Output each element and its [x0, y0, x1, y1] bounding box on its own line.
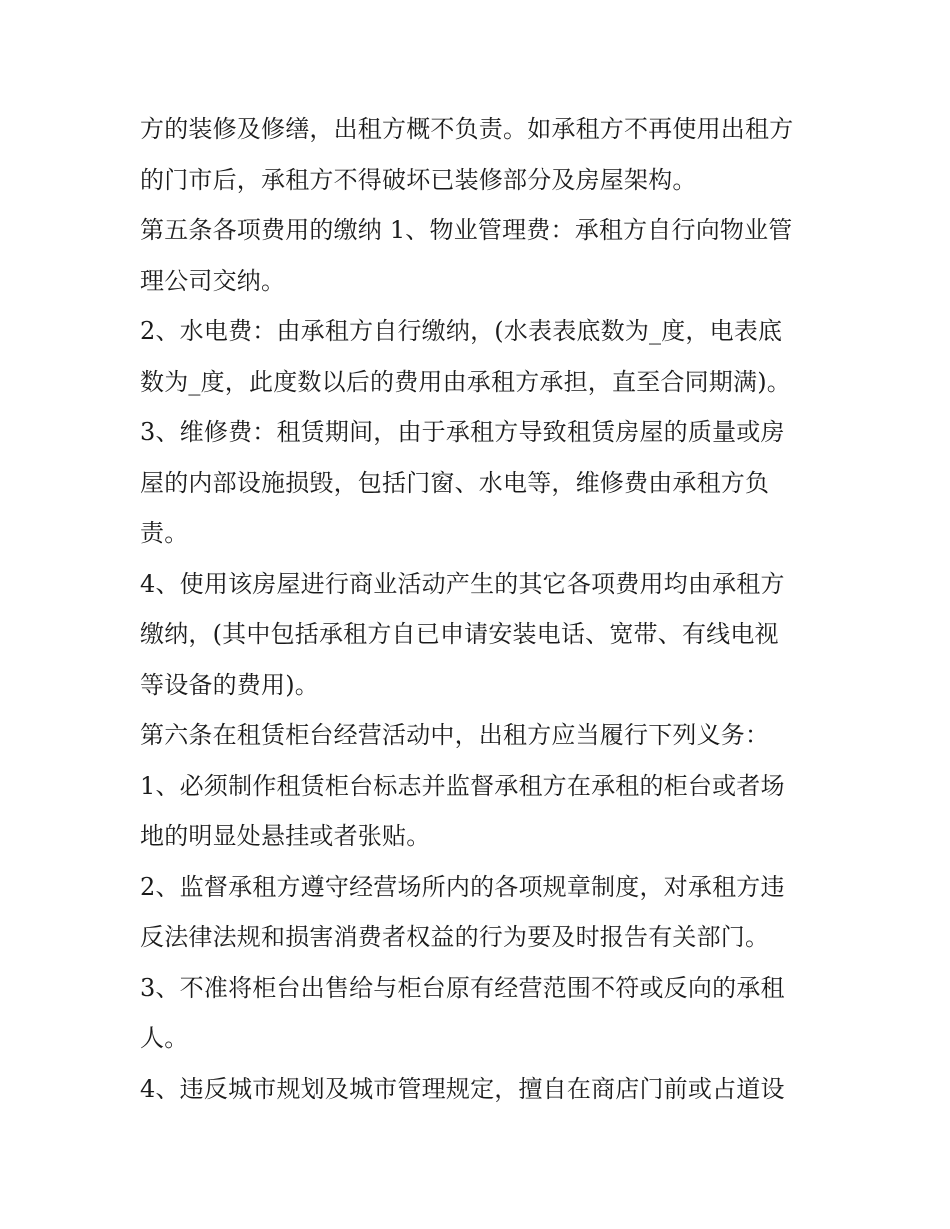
text-line: 第五条各项费用的缴纳 1、物业管理费：承租方自行向物业管 — [140, 216, 793, 244]
document-body — [140, 104, 820, 1114]
text-line: 数为_度，此度数以后的费用由承租方承担，直至合同期满)。 — [140, 367, 791, 396]
text-line: 地的明显处悬挂或者张贴。 — [140, 822, 431, 850]
text-line: 3、不准将柜台出售给与柜台原有经营范围不符或反向的承租 — [140, 973, 785, 1002]
text-line: 2、水电费：由承租方自行缴纳，(水表表底数为_度，电表底 — [140, 317, 783, 345]
text-line: 理公司交纳。 — [140, 266, 286, 295]
text-line: 反法律法规和损害消费者权益的行为要及时报告有关部门。 — [140, 923, 770, 951]
text-line: 方的装修及修缮，出租方概不负责。如承租方不再使用出租方 — [140, 115, 794, 143]
text-line: 责。 — [140, 519, 189, 547]
text-line: 缴纳，(其中包括承租方自已申请安装电话、宽带、有线电视 — [140, 620, 779, 648]
text-line: 屋的内部设施损毁，包括门窗、水电等，维修费由承租方负 — [140, 468, 770, 497]
text-line: 的门市后，承租方不得破坏已装修部分及房屋架构。 — [140, 165, 697, 194]
text-line: 第六条在租赁柜台经营活动中，出租方应当履行下列义务： — [140, 721, 770, 749]
text-line: 2、监督承租方遵守经营场所内的各项规章制度，对承租方违 — [140, 872, 785, 901]
text-line: 人。 — [140, 1024, 189, 1052]
text-line: 等设备的费用)。 — [140, 670, 319, 699]
text-line: 3、维修费：租赁期间，由于承租方导致租赁房屋的质量或房 — [140, 418, 785, 446]
text-line: 4、违反城市规划及城市管理规定，擅自在商店门前或占道设 — [140, 1074, 785, 1103]
text-line: 4、使用该房屋进行商业活动产生的其它各项费用均由承租方 — [140, 569, 785, 598]
text-line: 1、必须制作租赁柜台标志并监督承租方在承租的柜台或者场 — [140, 771, 785, 800]
